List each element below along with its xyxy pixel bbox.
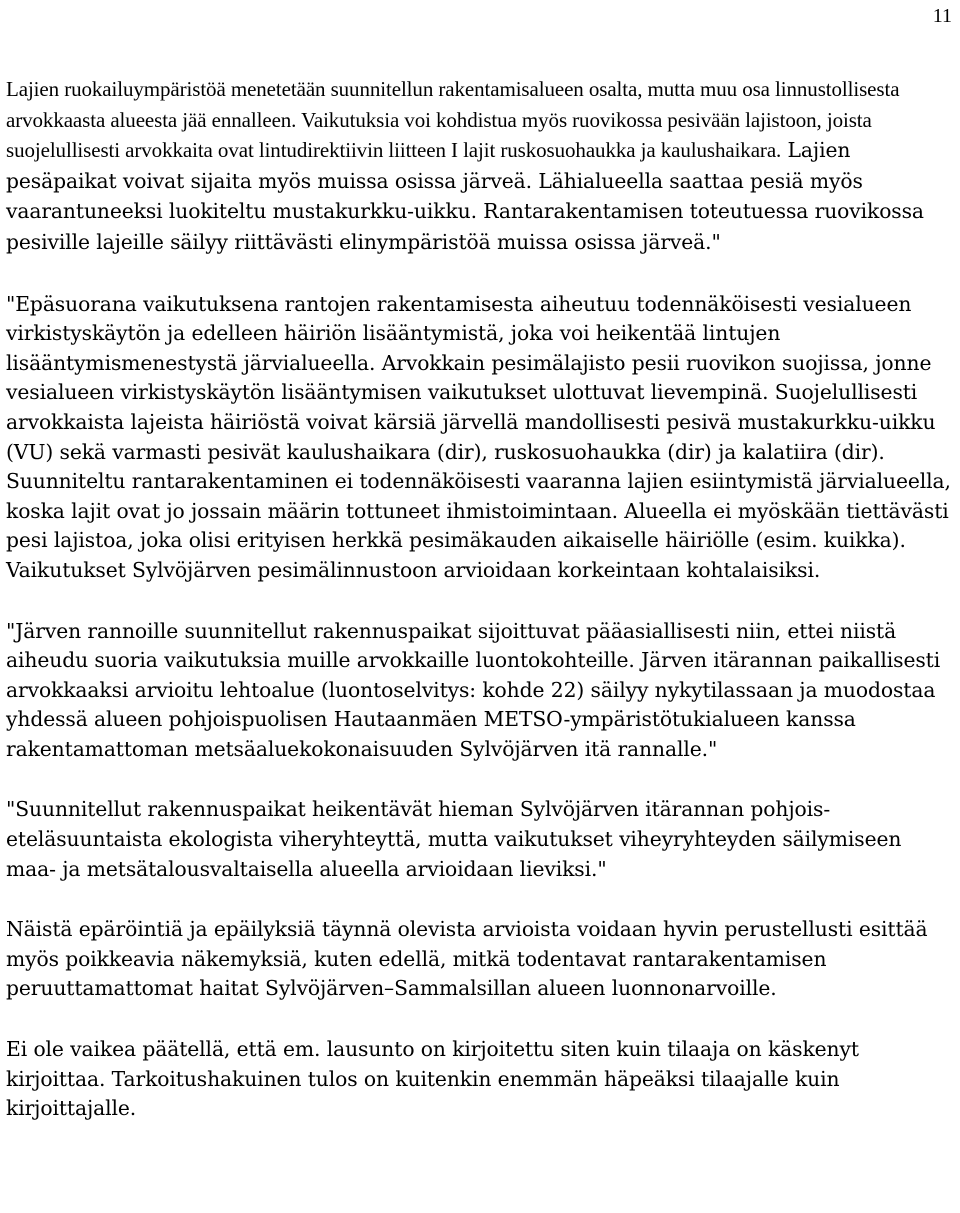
paragraph-6: Ei ole vaikea päätellä, että em. lausunto on kirjoitettu siten kuin tilaaja on käskenyt kirjoittaa. Tarkoitushakuinen tulos on kuitenkin enemmän häpeäksi tilaajalle kuin kirjoittajalle. — [6, 1037, 859, 1121]
paragraph-1-rest: Lajien pesäpaikat voivat sijaita myös muissa osissa järveä. Lähialueella saattaa pesiä myös vaarantuneeksi luokiteltu mustakurkku-uikku. Rantarakentamisen toteutuessa ruovikossa pesiville lajeille säilyy riittävästi elinympäristöä muissa osissa järveä." — [6, 138, 924, 254]
paragraph-4: "Suunnitellut rakennuspaikat heikentävät hieman Sylvöjärven itärannan pohjois-eteläsuuntaista ekologista viheryhteyttä, mutta vaikutukset viheyryhteyden säilymiseen maa- ja metsätalousvaltaisella alueella arvioidaan lieviksi." — [6, 797, 902, 881]
paragraph-gap — [6, 884, 954, 915]
paragraph-5: Näistä epäröintiä ja epäilyksiä täynnä olevista arvioista voidaan hyvin perustellusti esittää myös poikkeavia näkemyksiä, kuten edellä, mitkä todentavat rantarakentamisen peruuttamattomat haitat Sylvöjärven–Sammalsillan alueen luonnonarvoille. — [6, 917, 928, 1001]
paragraph-gap — [6, 1004, 954, 1035]
paragraph-1-lead: Lajien ruokailuympäristöä menetetään suunnitellun rakentamisalueen osalta, mutta muu osa linnustollisesta arvokkaasta alueesta jää ennalleen. Vaikutuksia voi kohdistua myös ruovikossa pesivään lajistoon, joista suojelullisesti arvokkaita ovat lintudirektiivin liitteen I lajit ruskosuohaukka ja kaulushaikara. — [6, 77, 900, 163]
paragraph-gap — [6, 764, 954, 795]
paragraph-gap — [6, 259, 954, 290]
paragraph-3: "Järven rannoille suunnitellut rakennuspaikat sijoittuvat pääasiallisesti niin, ettei niistä aiheudu suoria vaikutuksia muille arvokkaille luontokohteille. Järven itärannan paikallisesti arvokkaaksi arvioitu lehtoalue (luontoselvitys: kohde 22) säilyy nykytilassaan ja muodostaa yhdessä alueen pohjoispuolisen Hautaanmäen METSO-ympäristötukialueen kanssa rakentamattoman metsäaluekokonaisuuden Sylvöjärven itä rannalle." — [6, 618, 941, 761]
page-number: 11 — [932, 5, 952, 27]
document-body — [6, 75, 954, 1124]
paragraph-gap — [6, 586, 954, 617]
paragraph-2: "Epäsuorana vaikutuksena rantojen rakentamisesta aiheutuu todennäköisesti vesialueen virkistyskäytön ja edelleen häiriön lisääntymistä, joka voi heikentää lintujen lisääntymismenestystä järvialueella. Arvokkain pesimälajisto pesii ruovikon suojissa, jonne vesialueen virkistyskäytön lisääntymisen vaikutukset ulottuvat lievempinä. Suojelullisesti arvokkaista lajeista häiriöstä voivat kärsiä järvellä mandollisesti pesivä mustakurkku-uikku (VU) sekä varmasti pesivät kaulushaikara (dir), ruskosuohaukka (dir) ja kalatiira (dir). Suunniteltu rantarakentaminen ei todennäköisesti vaaranna lajien esiintymistä järvialueella, koska lajit ovat jo jossain määrin tottuneet ihmistoimintaan. Alueella ei myöskään tiettävästi pesi lajistoa, joka olisi erityisen herkkä pesimäkauden aikaiselle häiriölle (esim. kuikka). Vaikutukset Sylvöjärven pesimälinnustoon arvioidaan korkeintaan kohtalaisiksi. — [6, 291, 951, 582]
paragraph-1 — [6, 75, 954, 259]
